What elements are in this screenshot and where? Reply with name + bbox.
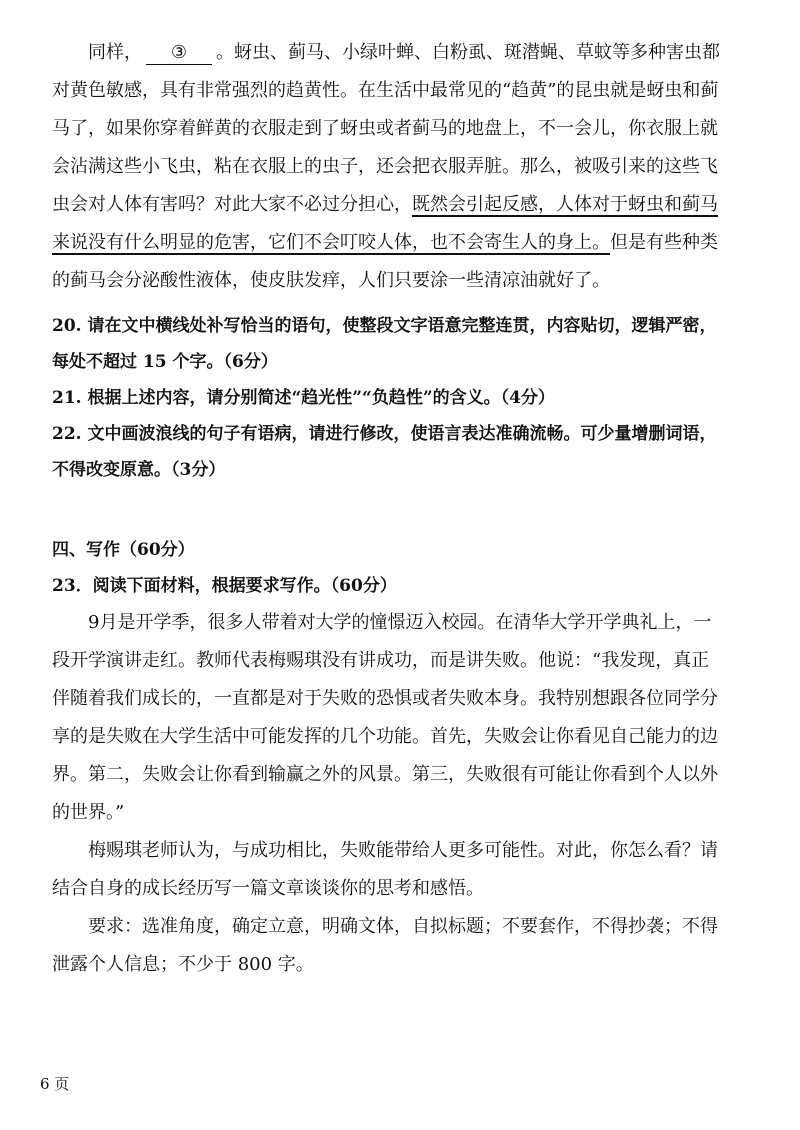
passage-middle-text: 。蚜虫、蓟马、小绿叶蝉、白粉虱、斑潜蝇、草蚊等多种害虫都对黄色敏感，具有非常强烈的趋黄性。在生活中最常见的“趋黄”的昆虫就是蚜虫和蓟马了，如果你穿着鲜黄的衣服走到了蚜虫或者蓟马的地盘上，不一会儿，你衣服上就会沾满这些小飞虫，粘在衣服上的虫子，还会把衣服弄脏。那么，被吸引来的这些飞虫会对人体有害吗？对此大家不必过分担心，	[52, 42, 720, 215]
material-paragraph-2: 梅赐琪老师认为，与成功相比，失败能带给人更多可能性。对此，你怎么看？请结合自身的成长经历写一篇文章谈谈你的思考和感悟。	[52, 840, 718, 899]
passage-start-text: 同样，	[88, 42, 142, 63]
reading-passage	[52, 34, 724, 300]
fill-blank-3	[146, 42, 212, 65]
material-paragraph-1: 9月是开学季，很多人带着对大学的憧憬迈入校园。在清华大学开学典礼上，一段开学演讲走红。教师代表梅赐琪没有讲成功，而是讲失败。他说：“我发现，真正伴随着我们成长的，一直都是对于失败的恐惧或者失败本身。我特别想跟各位同学分享的是失败在大学生活中可能发挥的几个功能。首先，失败会让你看见自己能力的边界。第二，失败会让你看到输赢之外的风景。第三，失败很有可能让你看到个人以外的世界。”	[52, 612, 718, 823]
blank-marker: ③	[170, 42, 188, 63]
passage-end-text: 但是有些种类的蓟马会分泌酸性液体，使皮肤发痒，人们只要涂一些清凉油就好了。	[52, 232, 718, 291]
question-23: 23．阅读下面材料，根据要求写作。（60分）	[52, 576, 397, 596]
wavy-underlined-sentence: 既然会引起反感，人体对于蚜虫和蓟马来说没有什么明显的危害，它们不会叮咬人体，也不会寄生人的身上。	[52, 194, 718, 253]
section-four-title: 四、写作（60分）	[52, 540, 195, 560]
passage-paragraph	[52, 34, 724, 300]
page-number: 6 页	[40, 1075, 70, 1093]
writing-section	[52, 532, 724, 984]
question-21: 21. 根据上述内容，请分别简述“趋光性”“负趋性”的含义。（4分）	[52, 388, 555, 408]
writing-requirements: 要求：选准角度，确定立意，明确文体，自拟标题；不要套作，不得抄袭；不得泄露个人信息；不少于 800 字。	[52, 916, 718, 975]
question-20: 20. 请在文中横线处补写恰当的语句，使整段文字语意完整连贯，内容贴切，逻辑严密，每处不超过 15 个字。（6分）	[52, 316, 717, 372]
question-22: 22. 文中画波浪线的句子有语病，请进行修改，使语言表达准确流畅。可少量增删词语，不得改变原意。（3分）	[52, 424, 717, 480]
questions-section	[52, 308, 724, 488]
